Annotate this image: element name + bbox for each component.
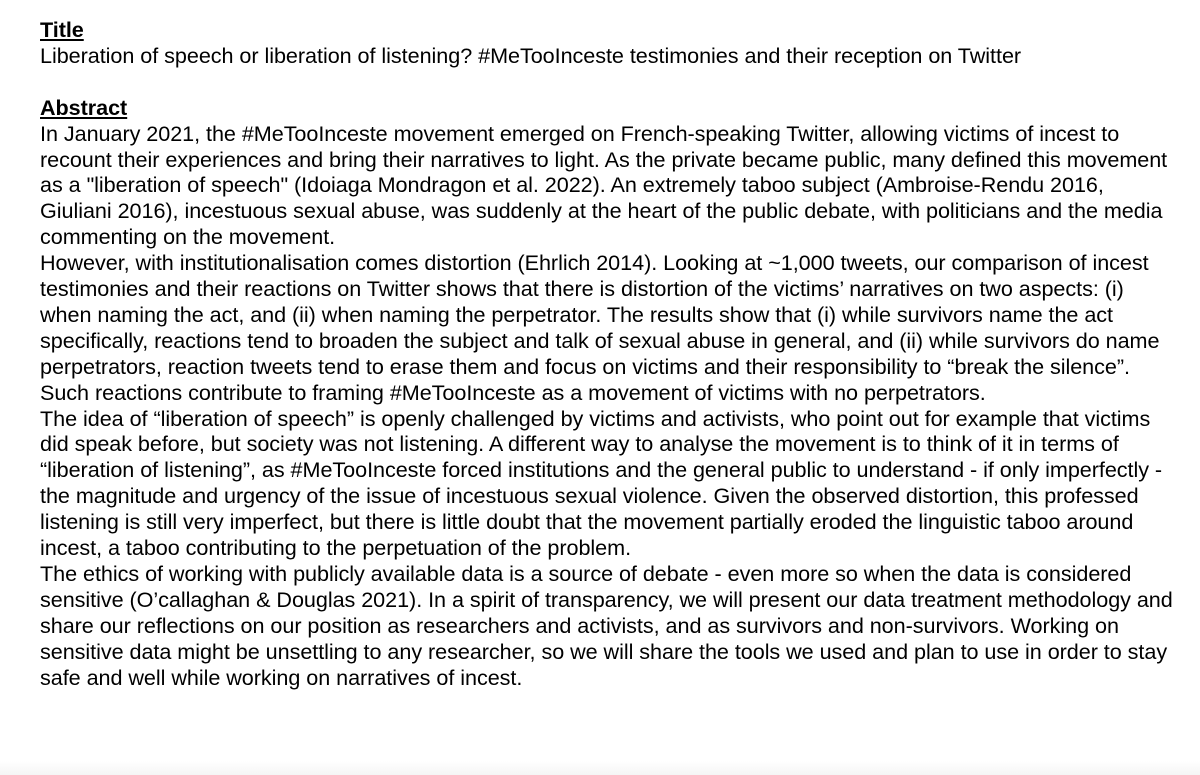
bottom-edge-shade — [0, 761, 1200, 775]
document-body — [40, 17, 1175, 691]
abstract-heading: Abstract — [40, 94, 128, 120]
abstract-paragraph-4: The ethics of working with publicly available data is a source of debate - even more so when the data is considered sensitive (O’callaghan & Douglas 2021). In a spirit of transparency, we will present our data treatment methodology and share our reflections on our position as researchers and activists, and as survivors and non-survivors. Working on sensitive data might be unsettling to any researcher, so we will share the tools we used and plan to use in order to stay safe and well while working on narratives of incest. — [40, 561, 1173, 690]
paper-title: Liberation of speech or liberation of listening? #MeTooInceste testimonies and their reception on Twitter — [40, 42, 1022, 68]
abstract-paragraph-1: In January 2021, the #MeTooInceste movement emerged on French-speaking Twitter, allowing victims of incest to recount their experiences and bring their narratives to light. As the private became public, many defined this movement as a "liberation of speech" (Idoiaga Mondragon et al. 2022). An extremely taboo subject (Ambroise-Rendu 2016, Giuliani 2016), incestuous sexual abuse, was suddenly at the heart of the public debate, with politicians and the media commenting on the movement. — [40, 120, 1168, 250]
title-heading: Title — [40, 17, 84, 42]
abstract-paragraph-2: However, with institutionalisation comes distortion (Ehrlich 2014). Looking at ~1,000 tweets, our comparison of incest testimonies and their reactions on Twitter shows that there is distortion of the victims’ narratives on two aspects: (i) when naming the act, and (ii) when naming the perpetrator. The results show that (i) while survivors name the act specifically, reactions tend to broaden the subject and talk of sexual abuse in general, and (ii) while survivors do name perpetrators, reaction tweets tend to erase them and focus on victims and their responsibility to “break the silence”. Such reactions contribute to framing #MeTooInceste as a movement of victims with no perpetrators. — [40, 250, 1160, 405]
section-spacer — [40, 69, 1175, 95]
abstract-paragraph-3: The idea of “liberation of speech” is openly challenged by victims and activists, who point out for example that victims did speak before, but society was not listening. A different way to analyse the movement is to think of it in terms of “liberation of listening”, as #MeTooInceste forced institutions and the general public to understand - if only imperfectly - the magnitude and urgency of the issue of incestuous sexual violence. Given the observed distortion, this professed listening is still very imperfect, but there is little doubt that the movement partially eroded the linguistic taboo around incest, a taboo contributing to the perpetuation of the problem. — [40, 405, 1163, 561]
